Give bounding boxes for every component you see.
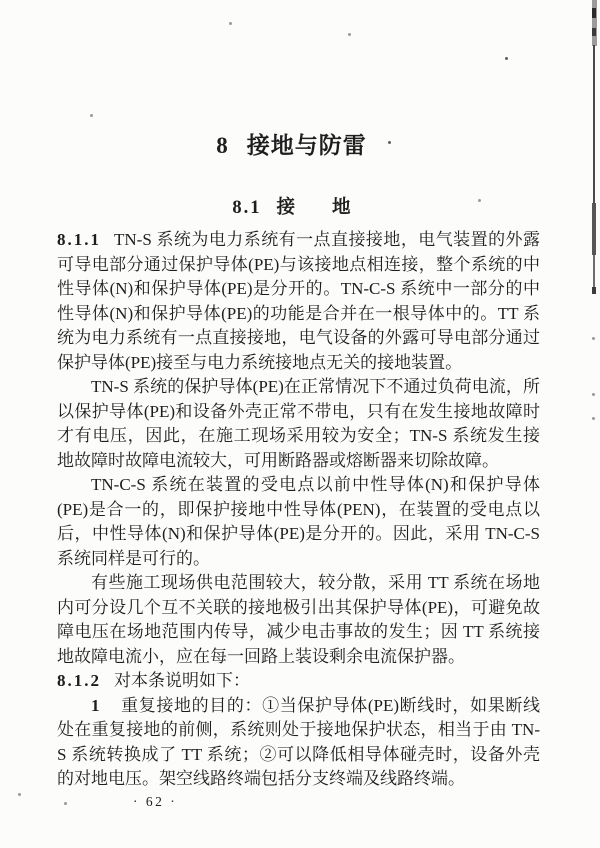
scan-edge-blotch — [592, 203, 596, 255]
scan-speck — [90, 114, 93, 117]
scan-edge-fleck — [592, 8, 596, 18]
paragraph — [57, 694, 540, 792]
chapter-title: 接地与防雷 — [246, 133, 367, 158]
paragraph-text: 重复接地的目的：①当保护导体(PE)断线时，如果断线处在重复接地的前侧，系统则处于接地保护状态，相当于由 TN-S 系统转换成了 TT 系统；②可以降低相导体碰壳时，设备外壳的对地电压。架空线路终端包括分支终端及线路终端。 — [57, 695, 540, 788]
scan-edge-blob — [592, 287, 596, 294]
section-heading — [50, 193, 533, 219]
scan-edge-line — [593, 255, 595, 287]
paragraph-text: TN-S 系统为电力系统有一点直接接地，电气装置的外露可导电部分通过保护导体(PE)与该接地点相连接，整个系统的中性导体(N)和保护导体(PE)是分开的。TN-C-S 系统中一部分的中性导体(N)和保护导体(PE)的功能是合并在一根导体中的。TT 系统为电力系统有一点直接接地，电气设备的外露可导电部分通过保护导体(PE)接至与电力系统接地点无关的接地装置。 — [57, 230, 540, 372]
paragraph-text: TN-S 系统的保护导体(PE)在正常情况下不通过负荷电流，所以保护导体(PE)和设备外壳正常不带电，只有在发生接地故障时才有电压，因此，在施工现场采用较为安全；TN-S 系统发生接地故障时故障电流较大，可用断路器或熔断器来切除故障。 — [57, 377, 540, 470]
paragraph — [57, 473, 540, 571]
scan-speck — [505, 57, 508, 60]
chapter-number: 8 — [216, 133, 228, 158]
section-title: 接 地 — [276, 198, 351, 218]
scan-speck — [348, 33, 351, 36]
scan-speck — [18, 793, 21, 796]
scan-speck — [592, 393, 595, 396]
clause-number: 8.1.1 — [57, 230, 101, 249]
body-text — [57, 228, 540, 792]
paragraph-text: 对本条说明如下： — [114, 671, 250, 690]
scan-speck — [64, 802, 67, 805]
page-number: · 62 · — [133, 794, 178, 809]
clause-number: 8.1.2 — [57, 671, 101, 690]
paragraph — [57, 669, 540, 694]
scan-edge-band — [592, 0, 597, 46]
paragraph — [57, 228, 540, 375]
scan-speck — [592, 417, 595, 420]
paragraph-text: 有些施工现场供电范围较大，较分散，采用 TT 系统在场地内可分设几个互不关联的接地极引出其保护导体(PE)，可避免故障电压在场地范围内传导，减少电击事故的发生；因 TT 系统接地故障电流小，应在每一回路上装设剩余电流保护器。 — [57, 573, 540, 666]
scan-speck — [229, 22, 232, 25]
paragraph-text: TN-C-S 系统在装置的受电点以前中性导体(N)和保护导体(PE)是合一的，即保护接地中性导体(PEN)，在装置的受电点以后，中性导体(N)和保护导体(PE)是分开的。因此，采用 TN-C-S 系统同样是可行的。 — [57, 475, 540, 568]
section-number: 8.1 — [232, 198, 262, 218]
paragraph — [57, 571, 540, 669]
scan-edge-fleck — [592, 28, 596, 36]
clause-number: 1 — [91, 695, 102, 715]
paragraph — [57, 375, 540, 473]
scan-speck — [592, 337, 595, 340]
chapter-heading — [50, 127, 533, 160]
scan-edge-line — [593, 45, 595, 205]
